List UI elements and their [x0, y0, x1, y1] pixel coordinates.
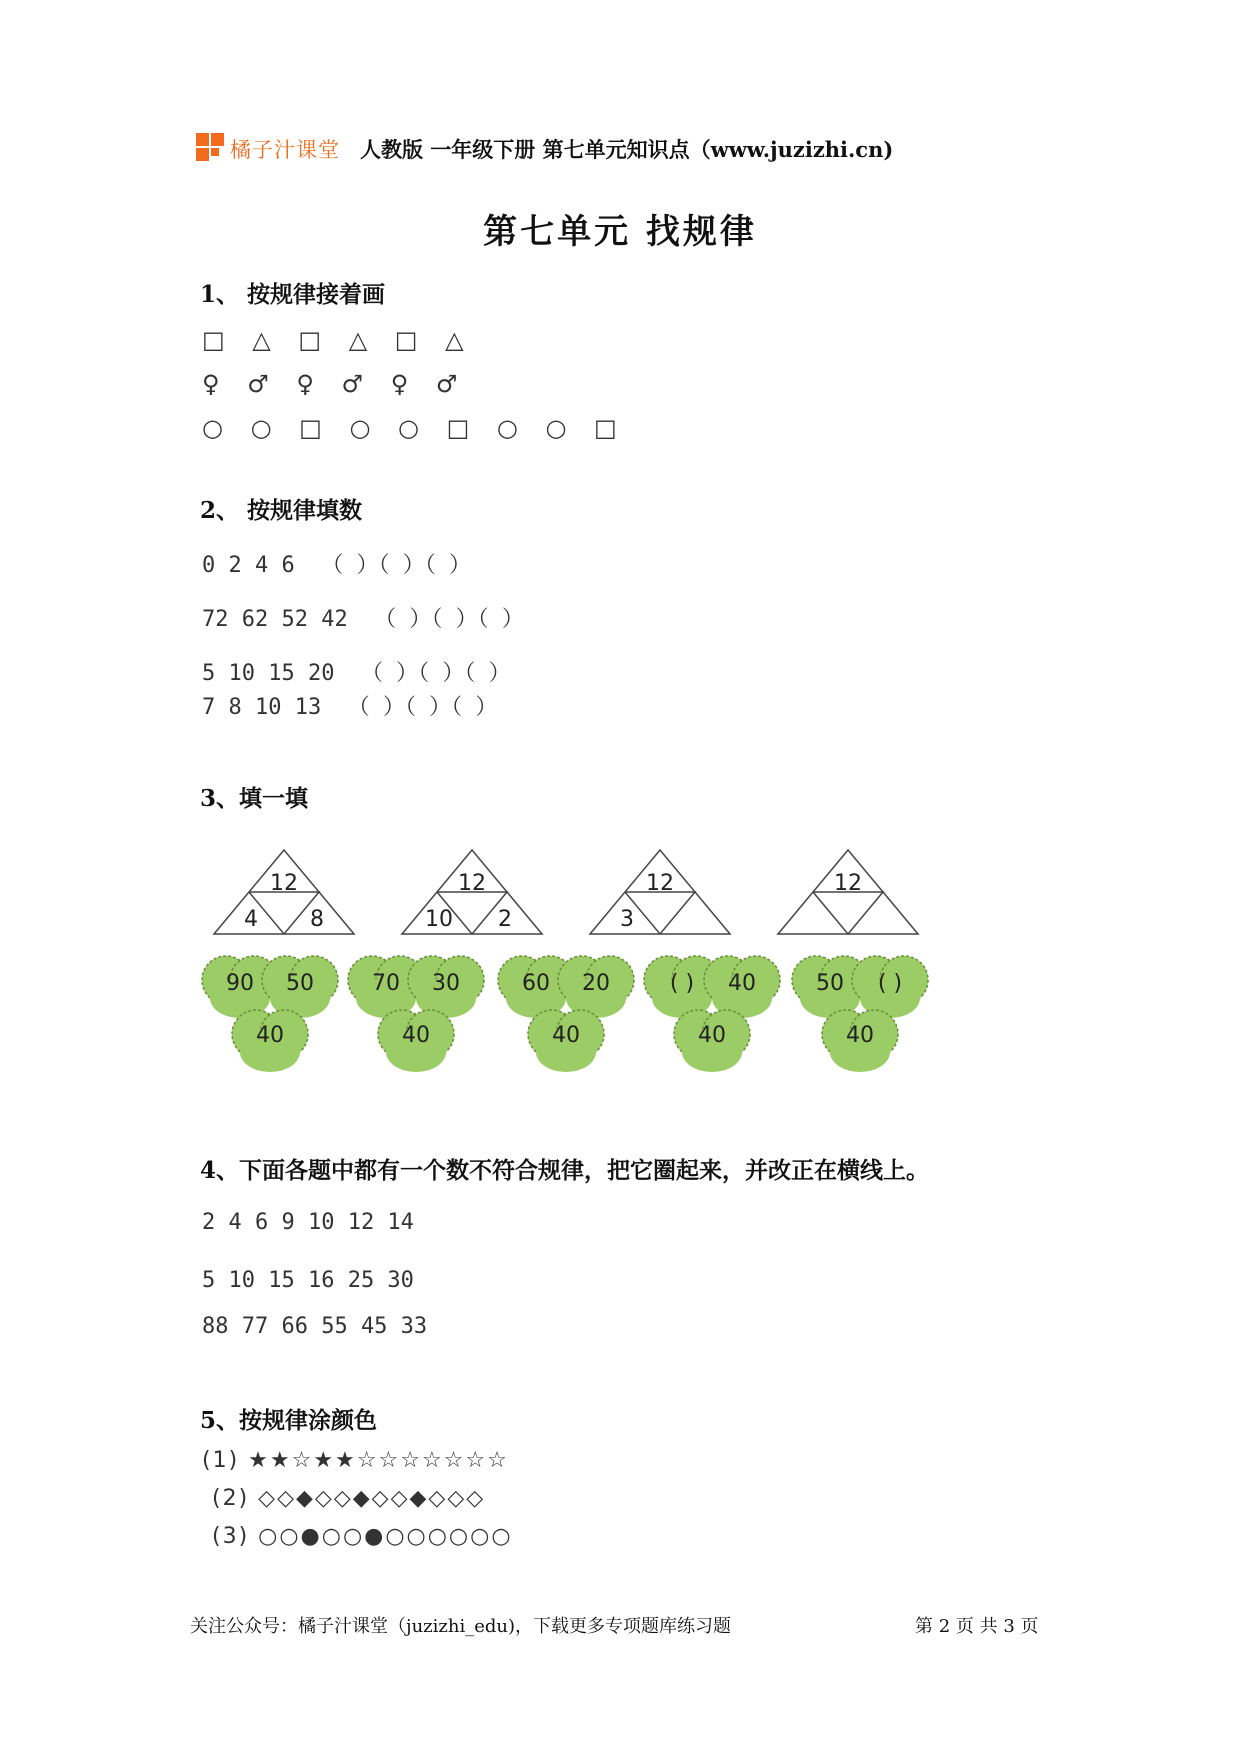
q2-row-3: 5 10 15 20 （ ）（ ）（ ） — [202, 661, 511, 686]
page-title: 第七单元 找规律 — [483, 212, 757, 252]
question-3-heading: 3、填一填 — [200, 785, 309, 812]
clover-bottom-number: 40 — [552, 1023, 580, 1048]
clover-right-number: 20 — [582, 971, 610, 996]
q2-row-4: 7 8 10 13 （ ）（ ）（ ） — [202, 695, 498, 720]
clover-left-number: 90 — [226, 971, 254, 996]
question-2-heading: 2、 按规律填数 — [200, 497, 363, 524]
q5-row-3: (3) ○○●○○●○○○○○○ — [212, 1524, 513, 1549]
clover-left-number: ( ) — [669, 971, 695, 996]
number-triangle — [590, 850, 730, 934]
q1-row-3: ○ ○ □ ○ ○ □ ○ ○ □ — [202, 414, 627, 442]
clover-right-number: 30 — [432, 971, 460, 996]
triangle-top-number: 12 — [834, 871, 862, 896]
number-triangle — [402, 850, 542, 934]
triangle-right-number: 8 — [310, 907, 324, 932]
footer-note: 关注公众号：橘子汁课堂（juzizhi_edu)，下载更多专项题库练习题 — [190, 1616, 732, 1637]
clover-right-number: 50 — [286, 971, 314, 996]
logo-text: 橘子汁课堂 — [230, 138, 340, 162]
clover-bottom-number: 40 — [846, 1023, 874, 1048]
number-clover — [644, 956, 780, 1072]
triangle-right-number: 2 — [498, 907, 512, 932]
triangle-left-number: 3 — [620, 907, 634, 932]
logo-icon — [196, 133, 226, 163]
number-triangle — [214, 850, 354, 934]
number-clover — [202, 956, 338, 1072]
clover-right-number: 40 — [728, 971, 756, 996]
q4-row-3: 88 77 66 55 45 33 — [202, 1314, 428, 1339]
question-5-heading: 5、按规律涂颜色 — [200, 1407, 378, 1434]
number-clover — [792, 956, 928, 1072]
q2-row-1: 0 2 4 6 （ ）（ ）（ ） — [202, 553, 471, 578]
q5-row-2: (2) ◇◇◆◇◇◆◇◇◆◇◇◇ — [212, 1486, 486, 1511]
triangle-top-number: 12 — [458, 871, 486, 896]
q1-row-2: ♀ ♂ ♀ ♂ ♀ ♂ — [202, 370, 468, 398]
clover-bottom-number: 40 — [402, 1023, 430, 1048]
triangle-left-number: 10 — [425, 907, 453, 932]
q4-row-1: 2 4 6 9 10 12 14 — [202, 1210, 414, 1235]
header-title: 人教版 一年级下册 第七单元知识点（www.juzizhi.cn) — [360, 137, 894, 162]
q4-row-2: 5 10 15 16 25 30 — [202, 1268, 414, 1293]
number-triangle — [778, 850, 918, 934]
number-clover — [348, 956, 484, 1072]
clover-left-number: 60 — [522, 971, 550, 996]
triangle-top-number: 12 — [646, 871, 674, 896]
triangle-left-number: 4 — [244, 907, 258, 932]
q2-row-2: 72 62 52 42 （ ）（ ）（ ） — [202, 607, 524, 632]
q1-row-1: □ △ □ △ □ △ — [202, 326, 474, 354]
q5-row-1: (1) ★★☆★★☆☆☆☆☆☆☆ — [202, 1448, 509, 1473]
question-1-heading: 1、 按规律接着画 — [200, 281, 386, 308]
clover-bottom-number: 40 — [698, 1023, 726, 1048]
triangle-top-number: 12 — [270, 871, 298, 896]
clover-left-number: 50 — [816, 971, 844, 996]
clover-right-number: ( ) — [877, 971, 903, 996]
clover-bottom-number: 40 — [256, 1023, 284, 1048]
question-4-heading: 4、下面各题中都有一个数不符合规律，把它圈起来，并改正在横线上。 — [200, 1157, 930, 1184]
clover-left-number: 70 — [372, 971, 400, 996]
number-clover — [498, 956, 634, 1072]
fill-in-figures — [200, 840, 960, 1100]
page-number: 第 2 页 共 3 页 — [915, 1616, 1039, 1637]
